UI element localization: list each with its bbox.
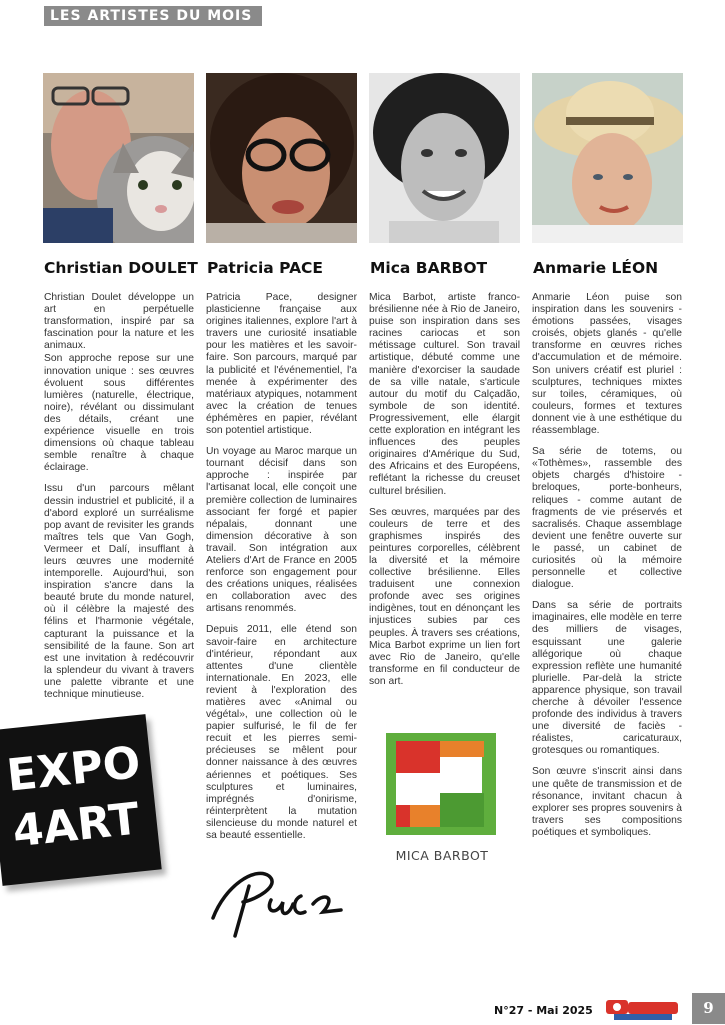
pace-signature xyxy=(205,856,345,940)
bio-paragraph: Issu d'un parcours mêlant dessin industriel et publicité, il a d'abord exploré un surréalisme pop avant de revisiter les grands maîtres tels que Van Gogh, Vermeer et Dalí, insufflant à leurs œuvres une modernité intemporelle. Aujourd'hui, son inspiration s'ancre dans la beauté brute du monde naturel, où il célèbre la majesté des félins et l'harmonie végétale, capturant la puissance et la sensibilité de la faune. Son art est une invitation à redécouvrir la splendeur du vivant à travers une palette vibrante et une technique minutieuse. xyxy=(44,483,194,700)
mica-barbot-logo xyxy=(386,733,496,835)
bio-paragraph: Mica Barbot, artiste franco-brésilienne née à Rio de Janeiro, puise son inspiration dans ses racines cariocas et son métissage culturel. Son travail artistique, débuté comme une manière d'exorciser la saudade de sa ville natale, s'articule autour du motif du Calçadão, symbole de son identité. Progressivement, elle élargit cette exploration en intégrant les influences des peuples originaires d'Amérique du Sud, des Africains et des Européens, reflétant la richesse du creuset culturel brésilien. xyxy=(369,292,520,497)
bio-paragraph: Un voyage au Maroc marque un tournant décisif dans son approche : inspirée par l'artisanat local, elle conçoit une première collection de luminaires associant fer forgé et papier népalais, donnant une dimension décorative à son travail. Son intégration aux Ateliers d'Art de France en 2005 renforce son engagement pour des créations uniques, réalisées en collaboration avec des artisans renommés. xyxy=(206,446,357,615)
artist-bio-column-2 xyxy=(206,292,357,851)
bio-paragraph: Sa série de totems, ou «Tothèmes», rassemble des objets chargés d'histoire - breloques, porte-bonheurs, reliques - comme autant de fragments de vie préservés et sacralisés. Chaque assemblage devient une fenêtre ouverte sur le passé, un cabinet de curiosités où la mémoire personnelle et collective dialogue. xyxy=(532,446,682,591)
bio-paragraph: Ses œuvres, marquées par des couleurs de terre et des graphismes inspirés des peintures corporelles, célèbrent la diversité et la mémoire collective brésilienne. Elles traduisent une connexion profonde avec ses origines indigènes, tout en dénonçant les injustices subies par ces peuples. À travers ses créations, Mica Barbot exprime un lien fort avec Rio de Janeiro, qu'elle transforme en fil conducteur de son art. xyxy=(369,506,520,687)
bio-paragraph: Depuis 2011, elle étend son savoir-faire en architecture d'intérieur, répondant aux attentes d'une clientèle internationale. En 2023, elle revient à l'exploration des matières avec «Animal ou végétal», une collection où le papier sulfurisé, le fil de fer recuit et les pierres semi-précieuses se mêlent pour donner naissance à des œuvres aériennes et poétiques. Ses sculptures et luminaires, imprégnés d'onirisme, réinterprètent la mutation silencieuse du monde naturel et sa beauté essentielle. xyxy=(206,624,357,842)
brand-logo xyxy=(606,1000,682,1020)
expo-4art-logo xyxy=(0,714,162,886)
section-title: LES ARTISTES DU MOIS xyxy=(44,6,262,26)
bio-paragraph: Son approche repose sur une innovation unique : ses œuvres évoluent sous différentes lumières (naturelle, électrique, noire), révélant ou dissimulant des détails, créant une expérience visuelle en trois dimensions où chaque tableau semble renaître à chaque éclairage. xyxy=(44,353,194,474)
artist-name: Patricia PACE xyxy=(207,259,324,277)
bio-paragraph: Patricia Pace, designer plasticienne française aux origines italiennes, explore l'art à travers une curiosité insatiable pour les matières et les savoir-faire. Son parcours, marqué par la publicité et l'événementiel, l'a menée à expérimenter des matériaux atypiques, notamment avec la création de tenues éphémères en papier, révélant son potentiel artistique. xyxy=(206,292,357,437)
bio-paragraph: Son œuvre s'inscrit ainsi dans une quête de transmission et de résonance, invitant chacun à explorer ses propres souvenirs à travers ses compositions poétiques et symboliques. xyxy=(532,766,682,838)
bio-paragraph: Christian Doulet développe un art en perpétuelle transformation, inspiré par sa fascination pour la nature et les animaux. xyxy=(44,292,194,352)
bio-paragraph: Dans sa série de portraits imaginaires, elle modèle en terre des milliers de visages, esquissant une galerie allégorique où chaque expression reflète une humanité plurielle. Par-delà la stricte apparence physique, son travail cherche à dévoiler l'essence profonde des individus à travers une diversité de faciès - réalistes, caricaturaux, grotesques ou romantiques. xyxy=(532,600,682,757)
artist-photo-christian-doulet xyxy=(43,73,194,243)
expo-logo-line2: 4ART xyxy=(10,793,142,858)
artist-name: Mica BARBOT xyxy=(370,259,488,277)
artist-name: Anmarie LÉON xyxy=(533,259,659,277)
artist-bio-column-3 xyxy=(369,292,520,697)
artist-photo-mica-barbot xyxy=(369,73,520,243)
mica-barbot-logo-caption: MICA BARBOT xyxy=(395,848,489,863)
artist-bio-column-1 xyxy=(44,292,194,710)
artist-photo-anmarie-leon xyxy=(532,73,683,243)
artist-name: Christian DOULET xyxy=(44,259,198,277)
issue-label: N°27 - Mai 2025 xyxy=(494,1004,593,1017)
artist-bio-column-4 xyxy=(532,292,682,848)
page-number: 9 xyxy=(692,993,725,1024)
expo-logo-line1: EXPO xyxy=(4,737,143,802)
artist-photo-patricia-pace xyxy=(206,73,357,243)
bio-paragraph: Anmarie Léon puise son inspiration dans les souvenirs - émotions passées, visages croisés, objets glanés - qu'elle transforme en œuvres riches d'accumulation et de mémoire. Son univers créatif est pluriel : sculptures, techniques mixtes sur toiles, céramiques, où couleurs, formes et textures donnent vie à une esthétique du réassemblage. xyxy=(532,292,682,437)
